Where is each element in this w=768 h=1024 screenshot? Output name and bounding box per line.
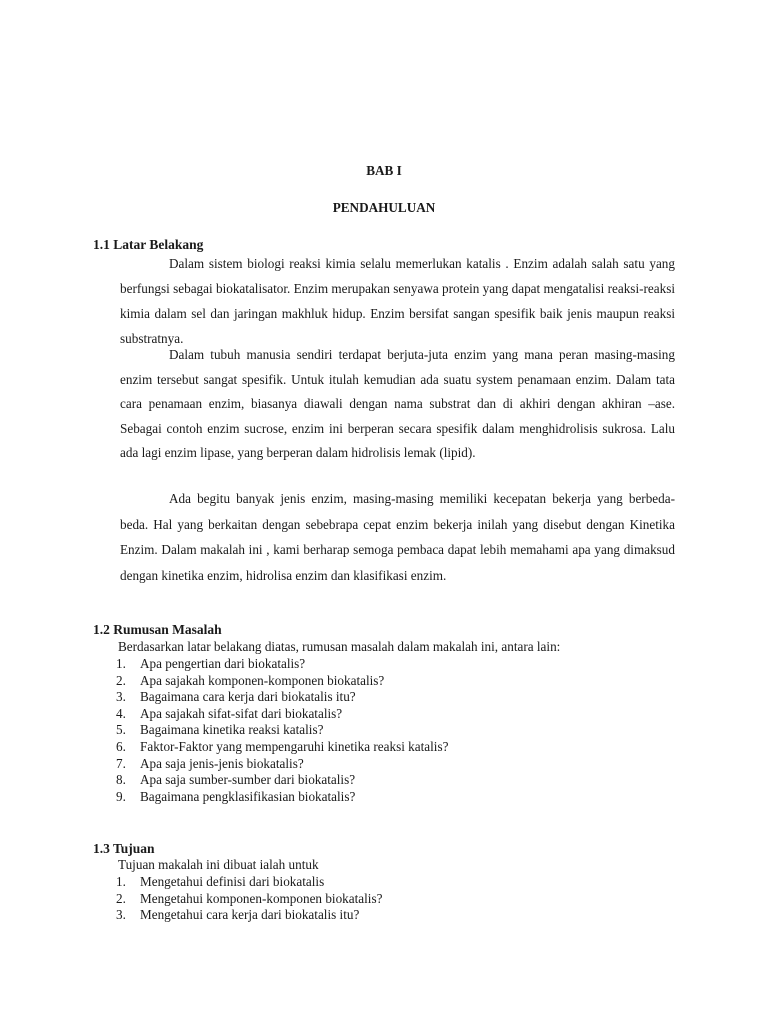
list-item — [116, 656, 448, 673]
list-item — [116, 673, 448, 690]
list-item — [116, 789, 448, 806]
list-number: 1. — [116, 874, 126, 889]
list-number: 3. — [116, 689, 126, 705]
list-item — [116, 722, 448, 739]
chapter-title: BAB I — [366, 163, 402, 178]
section-heading-tujuan: 1.3 Tujuan — [93, 841, 155, 856]
paragraph-latar-3: Ada begitu banyak jenis enzim, masing-masing memiliki kecepatan bekerja yang berbeda-beda. Hal yang berkaitan dengan sebebrapa cepat enzim bekerja inilah yang disebut dengan Kinetika Enzim. Dalam makalah ini , kami berharap semoga pembaca dapat lebih memahami apa yang dimaksud dengan kinetika enzim, hidrolisa enzim dan klasifikasi enzim. — [120, 491, 675, 583]
list-text: Apa pengertian dari biokatalis? — [140, 656, 306, 671]
list-number: 7. — [116, 755, 126, 771]
paragraph-latar-1: Dalam sistem biologi reaksi kimia selalu memerlukan katalis . Enzim adalah salah satu yang berfungsi sebagai biokatalisator. Enzim merupakan senyawa protein yang dapat mengatalisi reaksi-reaksi kimia dalam sel dan jaringan makhluk hidup. Enzim bersifat sangan spesifik baik jenis maupun reaksi substratnya. — [120, 256, 675, 346]
list-number: 2. — [116, 890, 126, 906]
rumusan-intro: Berdasarkan latar belakang diatas, rumusan masalah dalam makalah ini, antara lain: — [118, 639, 561, 654]
list-item — [116, 706, 448, 723]
list-item — [116, 689, 448, 706]
list-item — [116, 756, 448, 773]
list-text: Bagaimana kinetika reaksi katalis? — [140, 722, 324, 738]
list-text: Mengetahui komponen-komponen biokatalis? — [140, 890, 383, 906]
list-text: Bagaimana cara kerja dari biokatalis itu? — [140, 689, 356, 705]
list-number: 1. — [116, 656, 126, 671]
list-number: 4. — [116, 705, 126, 721]
list-text: Apa sajakah sifat-sifat dari biokatalis? — [140, 705, 343, 721]
list-item — [116, 739, 448, 756]
paragraph-latar-2: Dalam tubuh manusia sendiri terdapat berjuta-juta enzim yang mana peran masing-masing enzim tersebut sangat spesifik. Untuk itulah kemudian ada suatu system penamaan enzim. Dalam tata cara penamaan enzim, biasanya diawali dengan nama substrat dan di akhiri dengan akhiran –ase. Sebagai contoh enzim sucrose, enzim ini berperan secara spesifik dalam menghidrolisis sukrosa. Lalu ada lagi enzim lipase, yang berperan dalam hidrolisis lemak (lipid). — [120, 347, 675, 460]
list-text: Apa sajakah komponen-komponen biokatalis? — [140, 672, 385, 688]
list-number: 8. — [116, 772, 126, 788]
list-number: 2. — [116, 672, 126, 688]
list-item — [116, 772, 448, 789]
list-text: Faktor-Faktor yang mempengaruhi kinetika reaksi katalis? — [140, 738, 449, 754]
section-heading-rumusan-masalah: 1.2 Rumusan Masalah — [93, 622, 222, 637]
list-number: 3. — [116, 907, 126, 923]
list-text: Apa saja sumber-sumber dari biokatalis? — [140, 772, 356, 788]
list-number: 6. — [116, 738, 126, 754]
list-text: Mengetahui definisi dari biokatalis — [140, 874, 325, 889]
list-number: 9. — [116, 788, 126, 804]
list-item — [116, 907, 382, 924]
list-number: 5. — [116, 722, 126, 738]
list-item — [116, 891, 382, 908]
tujuan-intro: Tujuan makalah ini dibuat ialah untuk — [118, 857, 319, 872]
chapter-subtitle: PENDAHULUAN — [332, 200, 436, 215]
rumusan-list — [116, 656, 448, 805]
section-heading-latar-belakang: 1.1 Latar Belakang — [93, 237, 204, 252]
list-text: Bagaimana pengklasifikasian biokatalis? — [140, 788, 356, 804]
list-item — [116, 874, 382, 891]
list-text: Apa saja jenis-jenis biokatalis? — [140, 755, 304, 771]
list-text: Mengetahui cara kerja dari biokatalis itu? — [140, 907, 360, 923]
tujuan-list — [116, 874, 382, 924]
